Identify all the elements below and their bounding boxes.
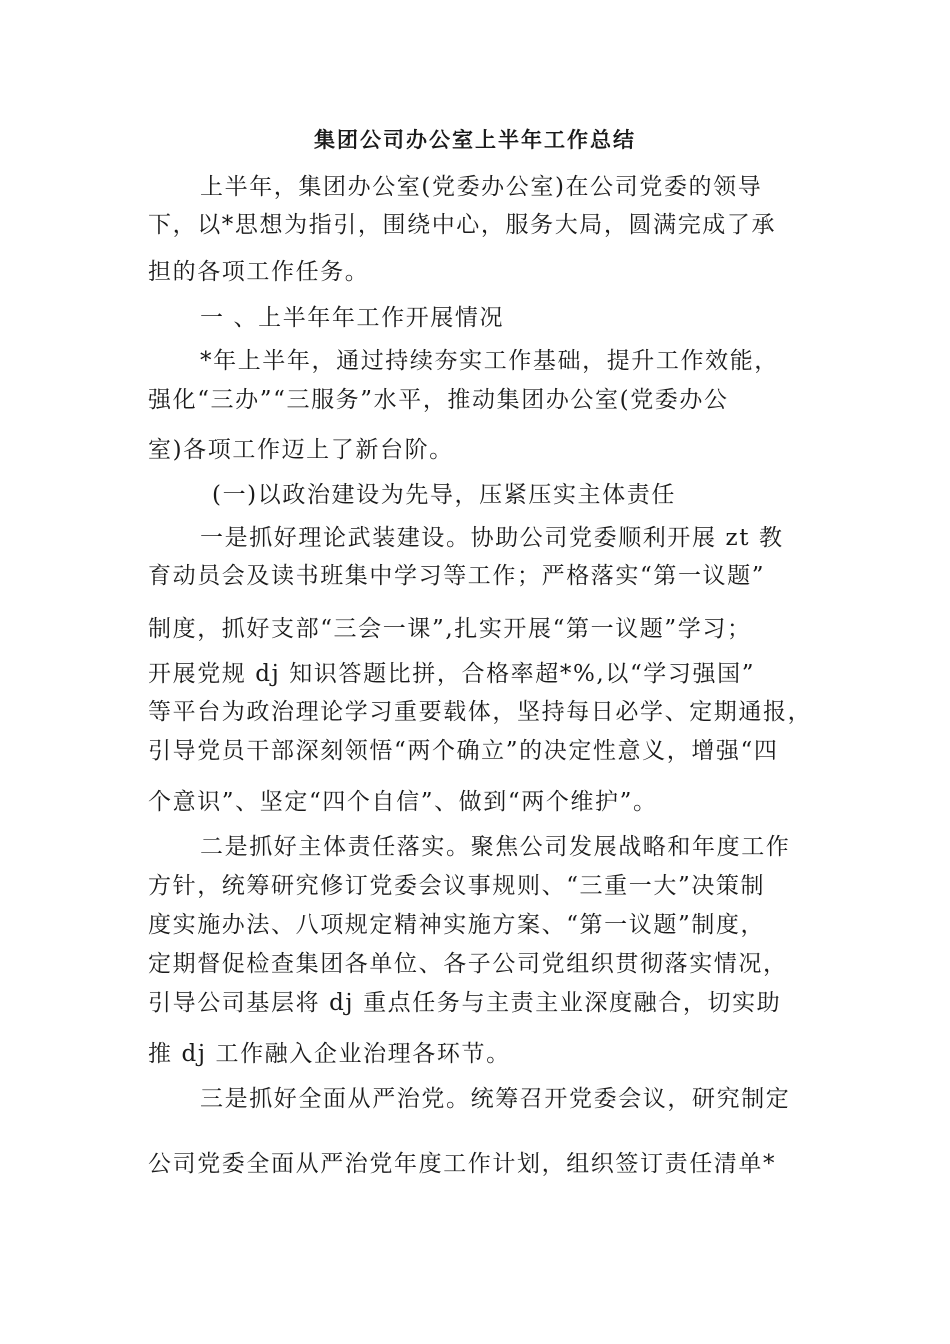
section-heading: 一 、上半年年工作开展情况 [200, 305, 505, 331]
text-line: 强化“三办”“三服务”水平，推动集团办公室(党委办公 [148, 387, 729, 413]
text-line: 担的各项工作任务。 [148, 259, 370, 285]
text-line: 等平台为政治理论学习重要载体，坚持每日必学、定期通报， [148, 699, 813, 725]
text-line: 度实施办法、八项规定精神实施方案、“第一议题”制度， [148, 912, 766, 938]
text-line: 二是抓好主体责任落实。聚焦公司发展战略和年度工作 [200, 834, 791, 860]
text-line: 引导公司基层将 dj 重点任务与主责主业深度融合，切实助 [148, 990, 782, 1016]
text-line: 下，以*思想为指引，围绕中心，服务大局，圆满完成了承 [148, 212, 777, 238]
text-line: 引导党员干部深刻领悟“两个确立”的决定性意义，增强“四 [148, 738, 779, 764]
text-line: 定期督促检查集团各单位、各子公司党组织贯彻落实情况， [148, 951, 788, 977]
document-title: 集团公司办公室上半年工作总结 [314, 128, 636, 152]
text-line: 一是抓好理论武装建设。协助公司党委顺利开展 zt 教 [200, 525, 784, 551]
text-line: 推 dj 工作融入企业治理各环节。 [148, 1041, 511, 1067]
text-line: 育动员会及读书班集中学习等工作；严格落实“第一议题” [148, 563, 766, 589]
text-line: 三是抓好全面从严治党。统筹召开党委会议，研究制定 [200, 1086, 791, 1112]
text-line: 室)各项工作迈上了新台阶。 [148, 437, 454, 463]
text-line: 制度，抓好支部“三会一课”,扎实开展“第一议题”学习； [148, 616, 752, 642]
text-line: *年上半年，通过持续夯实工作基础，提升工作效能， [200, 348, 779, 374]
text-line: 个意识”、坚定“四个自信”、做到“两个维护”。 [148, 789, 658, 815]
text-line: 开展党规 dj 知识答题比拼，合格率超*%,以“学习强国” [148, 661, 756, 687]
subsection-heading: (一)以政治建设为先导，压紧压实主体责任 [212, 482, 676, 508]
text-line: 公司党委全面从严治党年度工作计划，组织签订责任清单* [148, 1151, 777, 1177]
text-line: 方针，统筹研究修订党委会议事规则、“三重一大”决策制 [148, 873, 766, 899]
text-line: 上半年，集团办公室(党委办公室)在公司党委的领导 [200, 174, 763, 200]
